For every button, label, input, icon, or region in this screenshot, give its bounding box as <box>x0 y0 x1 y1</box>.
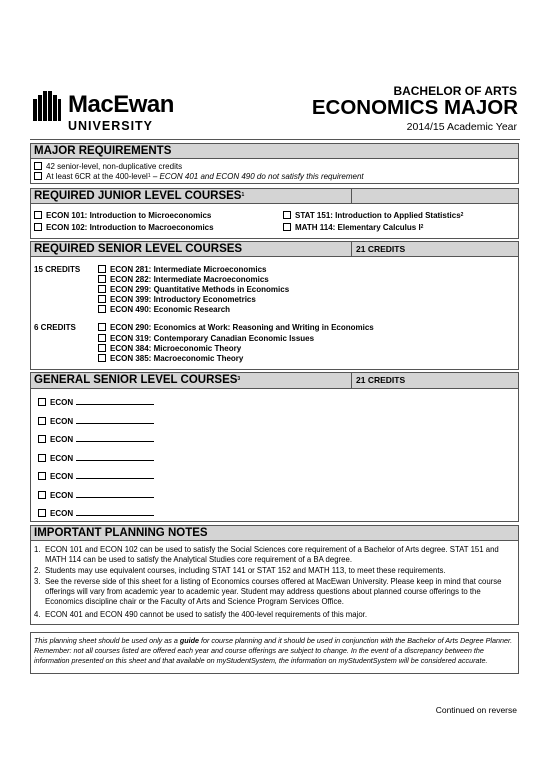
planning-note: 2. Students may use equivalent courses, including STAT 141 or STAT 152 and MATH 113, to meet these requirements. <box>34 566 446 575</box>
course-item: ECON 101: Introduction to Microeconomics <box>34 211 211 221</box>
checkbox[interactable] <box>38 454 46 462</box>
requirement-item: At least 6CR at the 400-level$^1$ – ECON 401 and ECON 490 do not satisfy this requirement <box>34 172 364 182</box>
checkbox[interactable] <box>38 509 46 517</box>
blank-line[interactable] <box>76 397 154 405</box>
checkbox[interactable] <box>283 223 291 231</box>
disclaimer: This planning sheet should be used only as a guide for course planning and it should be used in conjunction with the Bachelor of Arts Degree Planner. Remember: not all courses listed are offered each year and course offerings are subject to change. In the event of a discrepancy between the information presented on this sheet and that available on myStudentSystem, the information on myStudentSystem will be considered accurate. <box>30 632 519 674</box>
elective-slot: ECON <box>38 416 154 427</box>
course-item: ECON 299: Quantitative Methods in Economics <box>98 285 289 295</box>
senior-courses-header <box>30 241 519 257</box>
logo-name: MacEwan <box>68 91 174 118</box>
requirement-item: 42 senior-level, non-duplicative credits <box>34 162 182 172</box>
blank-line[interactable] <box>76 416 154 424</box>
major-title: ECONOMICS MAJOR <box>311 96 518 119</box>
course-item: ECON 399: Introductory Econometrics <box>98 295 256 305</box>
credits-label: 21 CREDITS <box>351 242 405 256</box>
checkbox[interactable] <box>38 435 46 443</box>
blank-line[interactable] <box>76 471 154 479</box>
section-title: REQUIRED JUNIOR LEVEL COURSES$^1$ <box>34 190 245 202</box>
course-item: ECON 319: Contemporary Canadian Economic Issues <box>98 334 314 344</box>
checkbox[interactable] <box>38 417 46 425</box>
course-item: ECON 290: Economics at Work: Reasoning and Writing in Economics <box>98 323 374 333</box>
checkbox[interactable] <box>98 344 106 352</box>
blank-line[interactable] <box>76 508 154 516</box>
section-title: REQUIRED SENIOR LEVEL COURSES <box>34 243 243 255</box>
elective-slot: ECON <box>38 434 154 445</box>
course-item: ECON 385: Macroeconomic Theory <box>98 354 243 364</box>
planning-note: 4. ECON 401 and ECON 490 cannot be used to satisfy the 400-level requirements of this major. <box>34 610 368 619</box>
junior-courses-header <box>30 188 519 204</box>
credits-group-label: 15 CREDITS <box>34 265 81 274</box>
academic-year: 2014/15 Academic Year <box>406 121 517 133</box>
header-divider-cell <box>351 189 356 203</box>
checkbox[interactable] <box>98 265 106 273</box>
checkbox[interactable] <box>283 211 291 219</box>
section-title: GENERAL SENIOR LEVEL COURSES$^3$ <box>34 374 241 386</box>
course-item: ECON 102: Introduction to Macroeconomics <box>34 223 214 233</box>
course-item: ECON 384: Microeconomic Theory <box>98 344 241 354</box>
checkbox[interactable] <box>98 305 106 313</box>
header-divider <box>30 139 520 140</box>
checkbox[interactable] <box>38 398 46 406</box>
section-title: IMPORTANT PLANNING NOTES <box>34 527 208 539</box>
checkbox[interactable] <box>98 285 106 293</box>
course-item: ECON 490: Economic Research <box>98 305 230 315</box>
logo-subtitle: UNIVERSITY <box>68 119 154 133</box>
credits-label: 21 CREDITS <box>351 373 405 388</box>
checkbox[interactable] <box>98 334 106 342</box>
elective-slot: ECON <box>38 471 154 482</box>
general-courses-header <box>30 372 519 389</box>
elective-slot: ECON <box>38 397 154 408</box>
course-item: ECON 282: Intermediate Macroeconomics <box>98 275 269 285</box>
checkbox[interactable] <box>34 172 42 180</box>
elective-slot: ECON <box>38 508 154 519</box>
major-requirements-header <box>30 143 519 159</box>
blank-line[interactable] <box>76 490 154 498</box>
checkbox[interactable] <box>34 162 42 170</box>
blank-line[interactable] <box>76 453 154 461</box>
degree-title: BACHELOR OF ARTS <box>393 84 517 98</box>
continued-note: Continued on reverse <box>435 705 517 715</box>
checkbox[interactable] <box>38 472 46 480</box>
planning-notes-header <box>30 525 519 541</box>
course-item: MATH 114: Elementary Calculus $I^2$ <box>283 223 423 233</box>
checkbox[interactable] <box>34 223 42 231</box>
planning-note: 3. See the reverse side of this sheet for a listing of Economics courses offered at MacEwan University. Please keep in mind that course offerings will vary from academic year to academic year. Student may address questions about planned course offerings to the Economics discipline chair or the Faculty of Arts and Science Program Services Office. <box>34 577 502 606</box>
elective-slot: ECON <box>38 490 154 501</box>
credits-group-label: 6 CREDITS <box>34 323 76 332</box>
section-title: MAJOR REQUIREMENTS <box>34 145 172 157</box>
checkbox[interactable] <box>98 295 106 303</box>
macewan-logo-icon <box>33 91 63 121</box>
course-item: ECON 281: Intermediate Microeconomics <box>98 265 267 275</box>
elective-slot: ECON <box>38 453 154 464</box>
blank-line[interactable] <box>76 434 154 442</box>
course-item: STAT 151: Introduction to Applied Statistics$^2$ <box>283 211 463 221</box>
checkbox[interactable] <box>34 211 42 219</box>
planning-note: 1. ECON 101 and ECON 102 can be used to satisfy the Social Sciences core requirement of a Bachelor of Arts degree. STAT 151 and MATH 114 can be used to satisfy the Analytical Studies core requirement of a BA degree. <box>34 545 499 564</box>
checkbox[interactable] <box>38 491 46 499</box>
checkbox[interactable] <box>98 354 106 362</box>
checkbox[interactable] <box>98 275 106 283</box>
checkbox[interactable] <box>98 323 106 331</box>
